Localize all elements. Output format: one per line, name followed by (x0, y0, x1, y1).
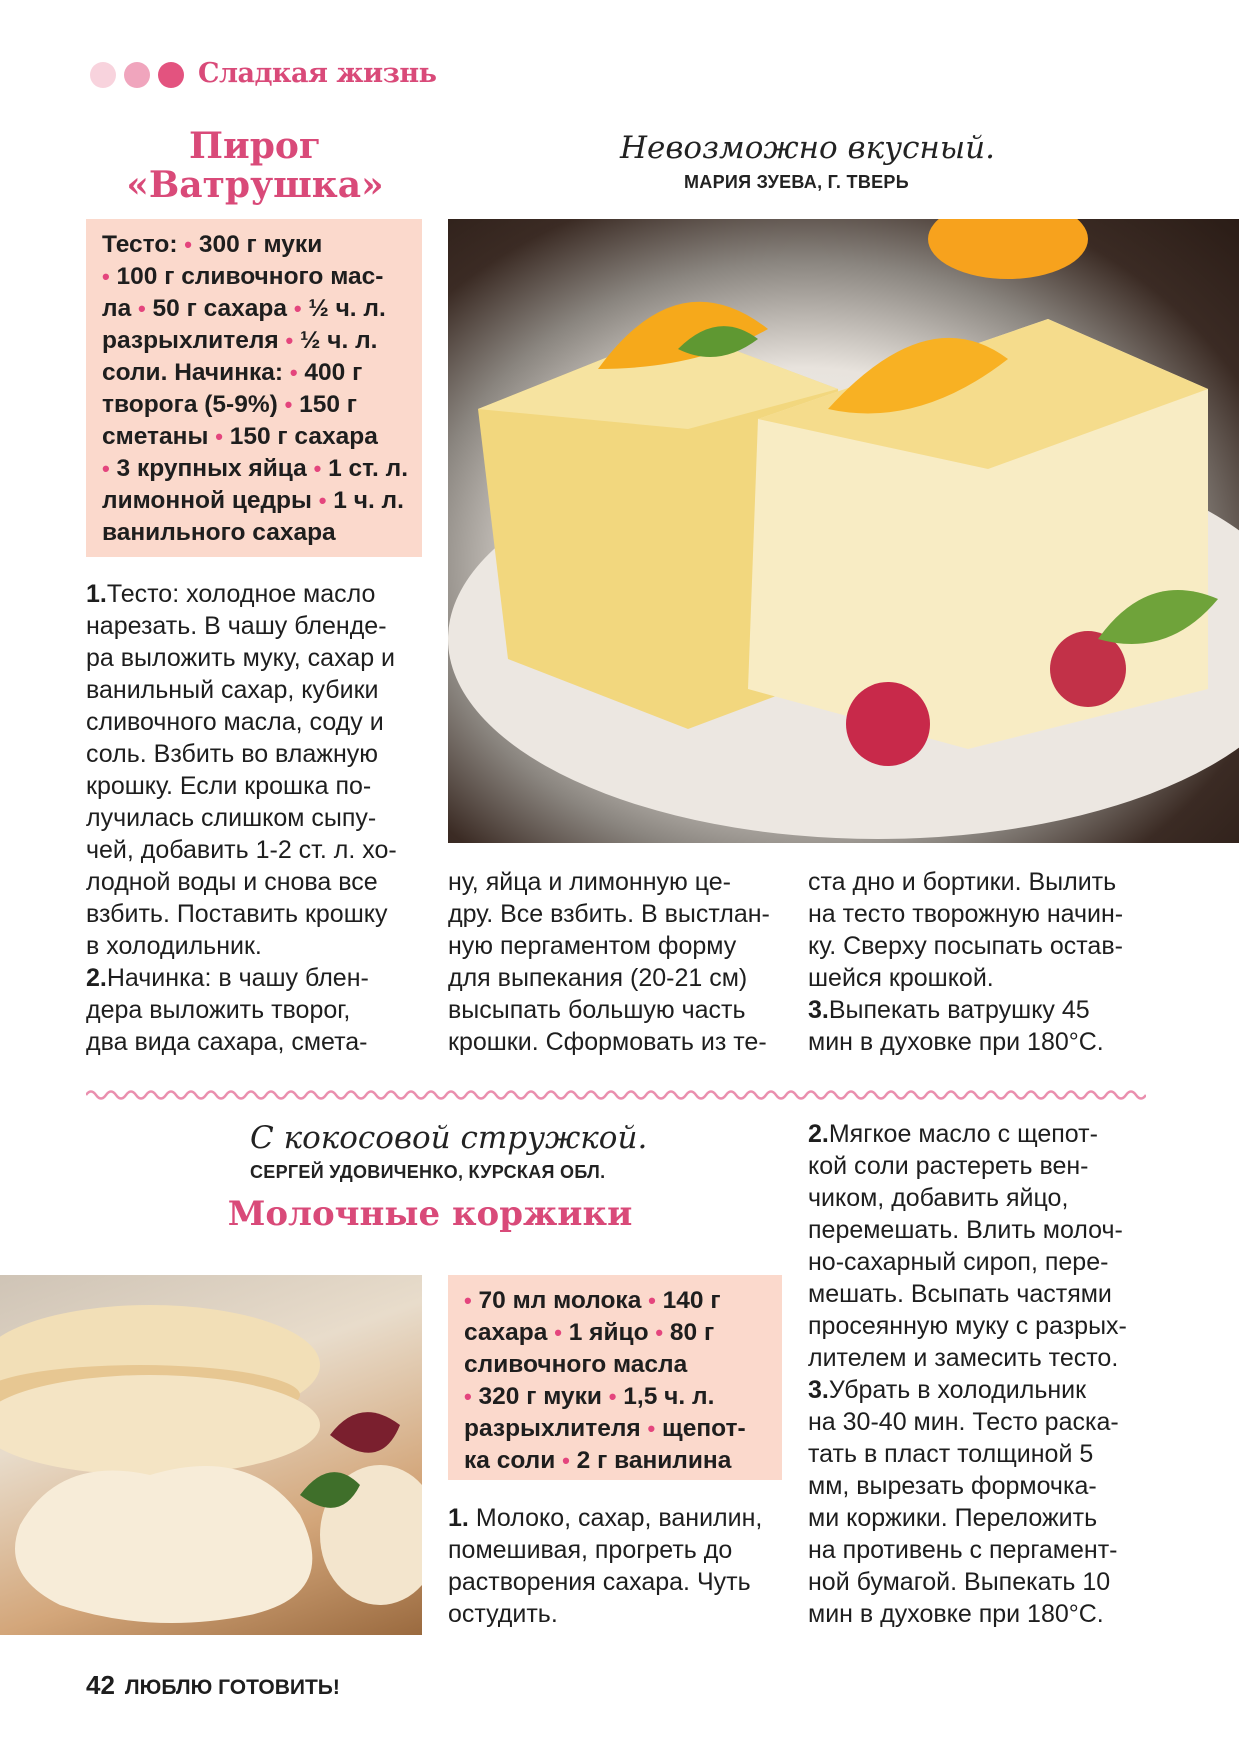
section-title: Сладкая жизнь (198, 58, 437, 89)
recipe2-author: СЕРГЕЙ УДОВИЧЕНКО, КУРСКАЯ ОБЛ. (250, 1162, 606, 1182)
header-dot-2 (124, 62, 150, 88)
recipe2-col-right: 2.Мягкое масло с щепот- кой соли растереть вен- чиком, добавить яйцо, перемешать. Влить молоч- но-сахарный сироп, пере- мешать. Всыпать частями просеянную муку с разрых- лителем и замесить тесто. 3.Убрать в холодильник на 30-40 мин. Тесто раска- тать в пласт толщиной 5 мм, вырезать формочка- ми коржики. Переложить на противень с пергамент- ной бумагой. Выпекать 10 мин в духовке при 180°С. (808, 1120, 1127, 1628)
cheesecake-illustration (448, 219, 1239, 843)
page-number: 42 (86, 1670, 115, 1700)
recipe1-col3: ста дно и бортики. Вылить на тесто творожную начин- ку. Сверху посыпать остав- шейся крошкой. 3.Выпекать ватрушку 45 мин в духовке при 180°С. (808, 868, 1124, 1056)
recipe2-title: Молочные коржики (227, 1194, 633, 1234)
recipe1-author: МАРИЯ ЗУЕВА, Г. ТВЕРЬ (684, 172, 909, 192)
recipe1-title-line1: Пирог (189, 125, 321, 167)
recipe1-tagline: Невозможно вкусный. (620, 130, 995, 166)
cheesecake-photo (448, 219, 1239, 843)
wavy-divider (86, 1088, 1146, 1102)
recipe1-col1: 1.Тесто: холодное масло нарезать. В чашу бленде- ра выложить муку, сахар и ванильный сахар, кубики сливочного масла, соду и соль. Взбить во влажную крошку. Если крошка по- лучилась слишком сыпу- чей, добавить 1-2 ст. л. хо- лодной воды и снова все взбить. Поставить крошку в холодильник. 2.Начинка: в чашу блен- дера выложить творог, два вида сахара, смета- (86, 580, 397, 1056)
recipe2-col-mid: 1. Молоко, сахар, ванилин, помешивая, прогреть до растворения сахара. Чуть остудить. (448, 1504, 763, 1628)
recipe1-col2: ну, яйца и лимонную це- дру. Все взбить. В выстлан- ную пергаментом форму для выпекания (20-21 см) высыпать большую часть крошки. Сформовать из те- (448, 868, 770, 1056)
recipe1-title-line2: «Ватрушка» (126, 163, 384, 206)
recipe1-ingredients-box (86, 219, 422, 557)
magazine-name: ЛЮБЛЮ ГОТОВИТЬ! (124, 1676, 340, 1699)
cookies-photo (0, 1275, 422, 1635)
header-dot-1 (90, 62, 116, 88)
page-footer (86, 1670, 340, 1701)
recipe2-tagline: С кокосовой стружкой. (250, 1120, 648, 1156)
header-dot-3 (158, 62, 184, 88)
recipe2-ingredients-box (448, 1275, 782, 1480)
cookies-illustration (0, 1275, 422, 1635)
recipe2-ingredients: • 70 мл молока • 140 г сахара • 1 яйцо • 80 г сливочного масла • 320 г муки • 1,5 ч. л. разрыхлителя • щепот- ка соли • 2 г ванилина (464, 1287, 746, 1474)
recipe1-title (90, 127, 420, 205)
recipe1-ingredients: Тесто: • 300 г муки • 100 г сливочного мас- ла • 50 г сахара • ½ ч. л. разрыхлителя • ½ ч. л. соли. Начинка: • 400 г творога (5-9%) • 150 г сметаны • 150 г сахара • 3 крупных яйца • 1 ст. л. лимонной цедры • 1 ч. л. ванильного сахара (102, 231, 408, 546)
